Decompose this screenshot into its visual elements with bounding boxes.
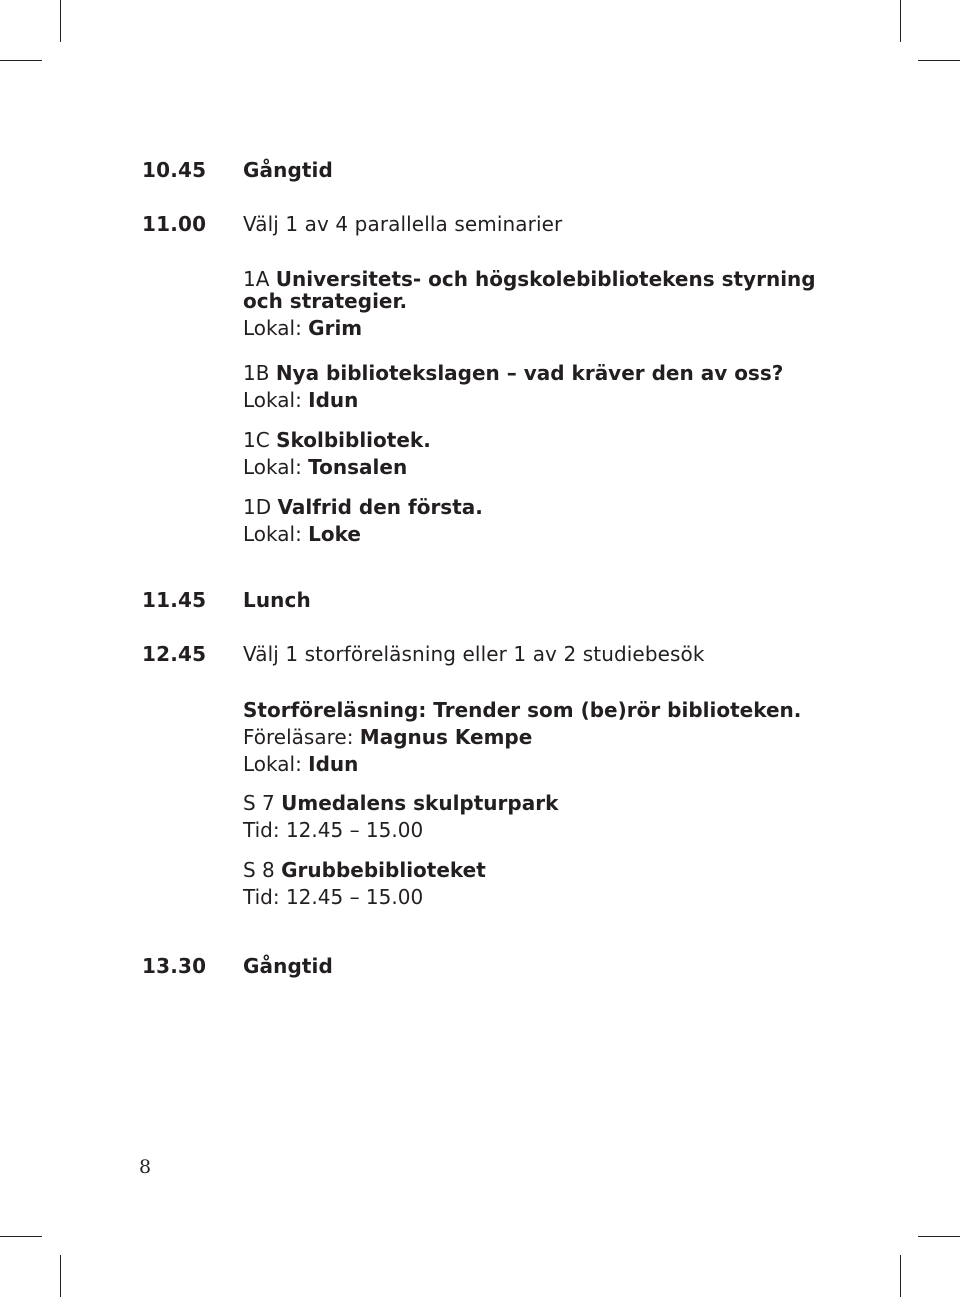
schedule-time: 10.45 — [142, 158, 207, 182]
crop-mark-bottom-right-v — [900, 1255, 901, 1297]
room-name: Idun — [308, 752, 359, 776]
visit-title: Umedalens skulpturpark — [281, 791, 559, 815]
crop-mark-top-left-v — [60, 0, 61, 42]
seminar-title-continued: och strategier. — [243, 289, 408, 313]
study-visit-s8 — [243, 857, 486, 911]
seminar-code: 1D — [243, 495, 272, 519]
seminar-code: 1A — [243, 267, 270, 291]
crop-mark-bottom-left-h — [0, 1236, 42, 1237]
seminar-title: Universitets- och högskolebibliotekens styrning — [275, 267, 816, 291]
seminar-1d — [243, 494, 483, 548]
visit-time: 12.45 – 15.00 — [285, 885, 424, 909]
crop-mark-top-right-h — [918, 60, 960, 61]
room-label: Lokal: — [243, 455, 302, 479]
speaker-name: Magnus Kempe — [359, 725, 533, 749]
schedule-title: Gångtid — [243, 158, 333, 182]
schedule-time: 13.30 — [142, 954, 207, 978]
schedule-title: Lunch — [243, 588, 311, 612]
crop-mark-top-right-v — [900, 0, 901, 42]
room-label: Lokal: — [243, 388, 302, 412]
seminar-code: 1C — [243, 428, 270, 452]
schedule-time: 11.45 — [142, 588, 207, 612]
seminar-1b — [243, 360, 783, 414]
visit-code: S 8 — [243, 858, 275, 882]
room-name: Loke — [308, 522, 361, 546]
visit-time: 12.45 – 15.00 — [285, 818, 424, 842]
room-label: Lokal: — [243, 522, 302, 546]
seminar-title: Valfrid den första. — [277, 495, 483, 519]
crop-mark-bottom-right-h — [918, 1236, 960, 1237]
room-name: Tonsalen — [308, 455, 408, 479]
lecture-title: Storföreläsning: Trender som (be)rör biblioteken. — [243, 698, 802, 722]
speaker-label: Föreläsare: — [243, 725, 354, 749]
schedule-title: Välj 1 av 4 parallella seminarier — [243, 212, 563, 236]
seminar-code: 1B — [243, 361, 270, 385]
time-label: Tid: — [243, 818, 280, 842]
schedule-time: 11.00 — [142, 212, 207, 236]
room-name: Grim — [308, 316, 363, 340]
crop-mark-bottom-left-v — [60, 1255, 61, 1297]
visit-title: Grubbebiblioteket — [281, 858, 486, 882]
schedule-title: Gångtid — [243, 954, 333, 978]
study-visit-s7 — [243, 790, 558, 844]
room-label: Lokal: — [243, 752, 302, 776]
seminar-1c — [243, 427, 431, 481]
schedule-title: Välj 1 storföreläsning eller 1 av 2 studiebesök — [243, 642, 705, 666]
lecture — [243, 697, 801, 778]
seminar-title: Nya bibliotekslagen – vad kräver den av oss? — [275, 361, 784, 385]
time-label: Tid: — [243, 885, 280, 909]
room-label: Lokal: — [243, 316, 302, 340]
crop-mark-top-left-h — [0, 60, 42, 61]
page-number: 8 — [139, 1156, 152, 1178]
visit-code: S 7 — [243, 791, 275, 815]
seminar-1a — [243, 266, 816, 342]
schedule-time: 12.45 — [142, 642, 207, 666]
room-name: Idun — [308, 388, 359, 412]
seminar-title: Skolbibliotek. — [276, 428, 431, 452]
